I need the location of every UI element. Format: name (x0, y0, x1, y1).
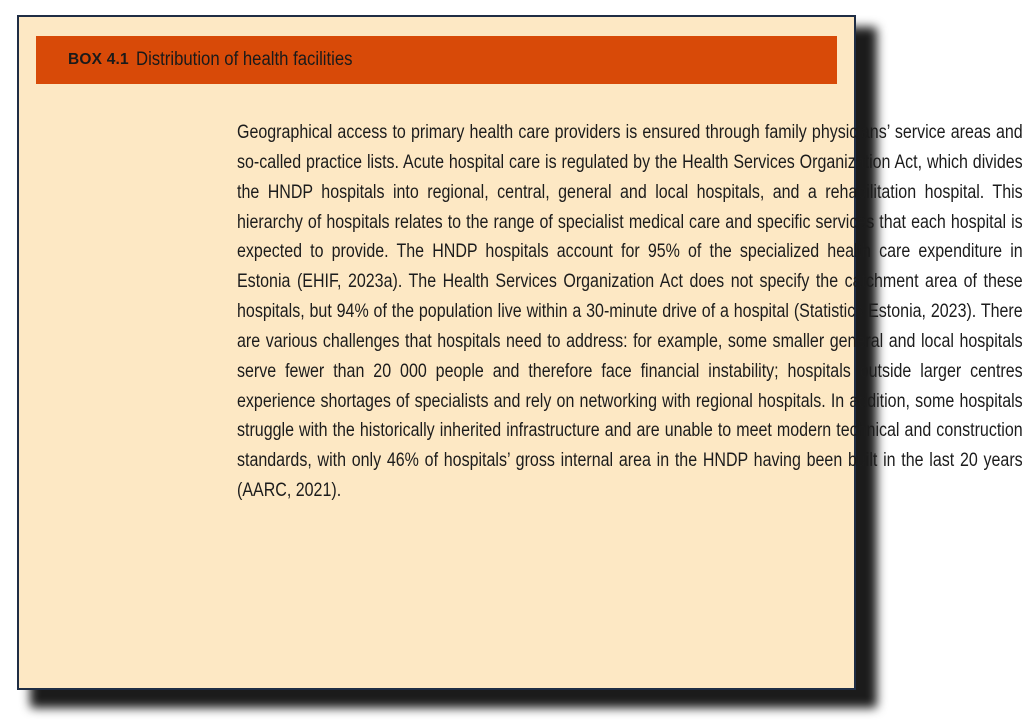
box-title: Distribution of health facilities (135, 49, 353, 70)
box-label: BOX 4.1 (68, 51, 129, 68)
box-header (36, 36, 837, 84)
text-box (17, 15, 1023, 690)
box-body-text: Geographical access to primary health care providers is ensured through family physicians’ service areas and so-called practice lists. Acute hospital care is regulated by the Health Services Organization Act, which divides the HNDP hospitals into regional, central, general and local hospitals, and a rehabilitation hospital. This hierarchy of hospitals relates to the range of specialist medical care and specific services that each hospital is expected to provide. The HNDP hospitals account for 95% of the specialized health care expenditure in Estonia (EHIF, 2023a). The Health Services Organization Act does not specify the catchment area of these hospitals, but 94% of the population live within a 30-minute drive of a hospital (Statistics Estonia, 2023). There are various challenges that hospitals need to address: for example, some smaller general and local hospitals serve fewer than 20 000 people and therefore face financial instability; hospitals outside larger centres experience shortages of specialists and rely on networking with regional hospitals. In addition, some hospitals struggle with the historically inherited infrastructure and are unable to meet modern technical and construction standards, with only 46% of hospitals’ gross internal area in the HNDP having been built in the last 20 years (AARC, 2021). (237, 122, 1023, 502)
